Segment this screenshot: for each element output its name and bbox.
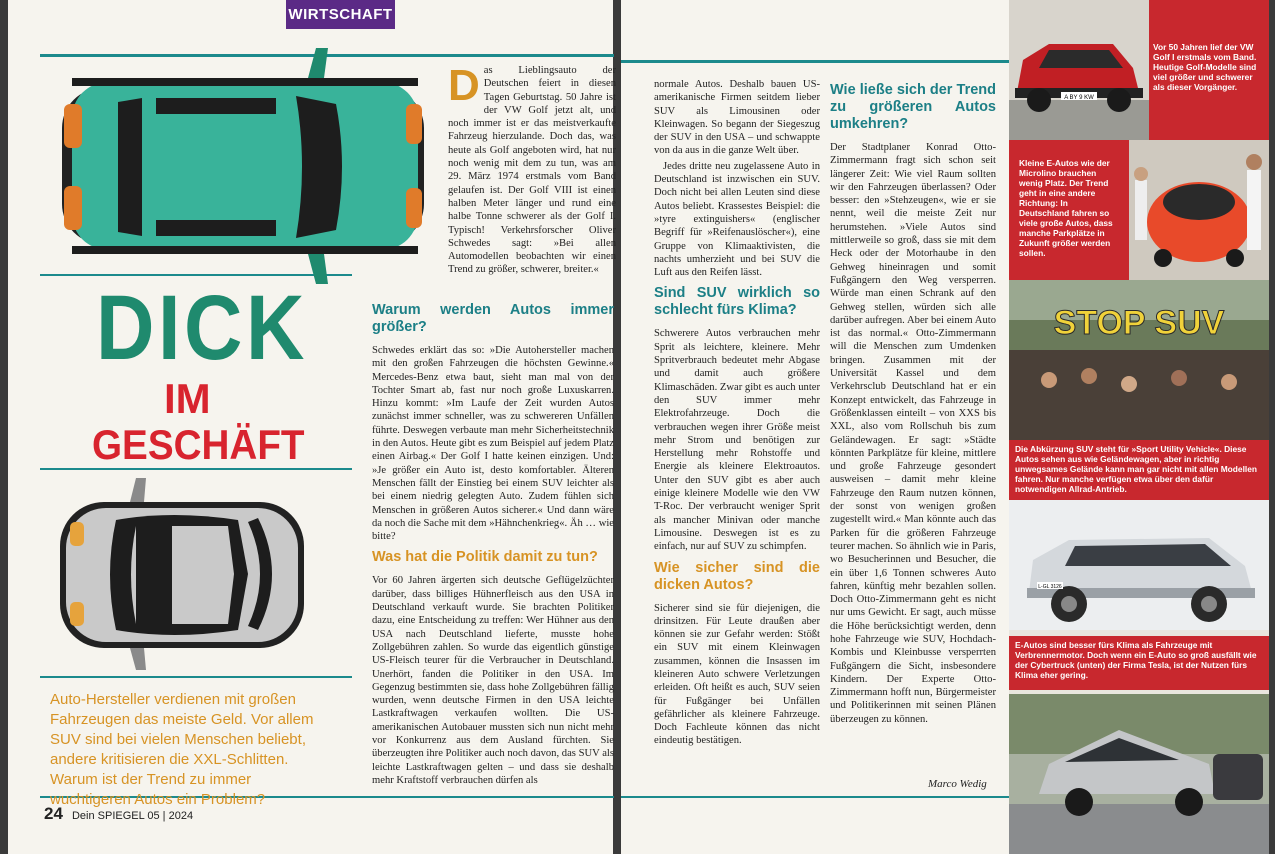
text-col3-p2: Jedes dritte neu zugelassene Auto in Deutschland ist inzwischen ein SUV. Doch nicht bei allen Leuten sind diese Autos beliebt. Krassestes Beispiel: die »tyre extinguishers« (englischer Begriff für »Reifenauslöscher«), eine Gruppe von Klimaaktivisten, die nachts umherzieht und bei SUV die Luft aus den Reifen lässt.	[654, 160, 820, 279]
article-column-3	[654, 78, 820, 794]
heading-trend: Wie ließe sich der Trend zu größeren Autos umkehren?	[830, 82, 996, 132]
article-column-4	[830, 76, 996, 776]
golf-plate: A BY 9 KW	[1064, 95, 1094, 101]
golf-car-image	[1009, 0, 1149, 140]
photo-strip	[1009, 0, 1269, 854]
protest-image	[1009, 280, 1269, 440]
page-number: 24	[44, 804, 63, 823]
article-column-2	[372, 296, 614, 796]
rule-geschaeft-bottom	[40, 468, 352, 470]
teal-car-illustration	[46, 42, 444, 292]
text-trend: Der Stadtplaner Konrad Otto-Zimmermann fragt sich schon seit längerer Zeit: Wie viel Raum sollten wir den Fahrzeugen überlassen? Oder besser: den »Stehzeugen«, wie er sie nennt, weil die meiste Zeit nur herumstehen. »Viele Autos sind mittlerweile so groß, dass sie mit dem Heck oder der Motorhaube in den Gehweg hineinragen und somit Fußgängern den Weg versperren. Würde man einen Schrank auf den Gehweg stellen, würden sich alle darüber aufregen. Aber bei einem Auto ist das normal.« Otto-Zimmermann will die Menschen zum Umdenken bringen. Zusammen mit der Universität Kassel und dem Verkehrsclub Deutschland hat er ein Konzept entwickelt, das Fahrzeuge in Größenklassen einteilt – von XXS bis XXL, also vom Rollschuh bis zum Geländewagen. Er sagt: »Städte könnten Parkplätze für kleine, mittlere und große Fahrzeuge gesondert ausweisen – damit mehr kleine Fahrzeuge den Raum nutzen können, der sonst von wenigen großen zugestellt wird.« Man könnte auch das Parken für die größeren Fahrzeuge teurer machen. So ähnlich wie in Paris, wo Besucherinnen und Besucher, die ein über 1,6 Tonnen schweres Auto fahren, künftig mehr bezahlen sollen. Doch Otto-Zimmermann geht es nicht nur ums Gewicht. Er sagt, auch müsse die Höhe berücksichtigt werden, denn hohe Fahrzeuge wie SUV, Hochdach-Kombis und Kleinbusse versperrten Fußgängern die Sicht, insbesondere Kindern. Der Experte Otto-Zimmermann hofft nun, Bürgermeister und Politikerinnen mit seinen Plänen überzeugen zu können.	[830, 142, 996, 725]
text-politik: Vor 60 Jahren ärgerten sich deutsche Geflügelzüchter darüber, dass billiges Hühnerfleisch aus den USA in Deutschland verkauft wurde. Sie brachten Politiker dazu, eine Entscheidung zu treffen: Wer Hühner aus den USA nach Deutschland lieferte, musste hohe Zollgebühren zahlen. So wurde das eigentlich günstige US-Fleisch teurer für die Verbraucher in Deutschland. Unerhört, fanden die Politiker in den USA. Im Gegenzug bestimmten sie, dass hohe Zollgebühren fällig wurden, wenn deutsche Firmen in den USA leichte Lastkraftwagen verkaufen wollten. Die US-amerikanischen Autobauer mussten sich nun nicht mehr vor Konkurrenz aus dem Ausland fürchten. Sie überzeugten ihre Politiker auch noch davon, das SUV als leichte Lastkraftwagen gelten – und dass sie deshalb mehr Kraftstoff verbrauchen dürfen als	[372, 575, 614, 786]
headline-geschaeft: GESCHÄFT	[92, 421, 305, 468]
protest-sign-text: STOP SUV	[1053, 304, 1225, 342]
suv-image	[1009, 500, 1269, 630]
magazine-issue: Dein SPIEGEL 05 | 2024	[71, 810, 194, 822]
text-sicher: Sicherer sind sie für diejenigen, die drinsitzen. Für Leute draußen aber können sie zur Gefahr werden: Stößt ein SUV mit einem Kleinwagen zusammen, können die Insassen im kleineren Auto schwere Verletzungen erleiden. Oft heißt es auch, SUV seien für Fußgänger bei Unfällen gefährlicher als kleinere Fahrzeuge. Doch Fachleute können das nicht eindeutig bestätigen.	[654, 602, 820, 747]
rule-lead-top	[40, 676, 352, 678]
heading-klima: Sind SUV wirklich so schlecht fürs Klima?	[654, 285, 820, 319]
photo-microlino	[1009, 140, 1269, 280]
intro-column	[448, 61, 616, 294]
caption-microlino: Kleine E-Autos wie der Microlino brauchen wenig Platz. Der Trend geht in eine andere Richtung: In Deutschland fahren so viele große Autos, dass manche Parkplätze in Zukunft größer werden sollen.	[1019, 158, 1113, 258]
heading-sicher: Wie sicher sind die dicken Autos?	[654, 559, 820, 593]
microlino-image	[1129, 140, 1269, 280]
caption-eauto: E-Autos sind besser fürs Klima als Fahrzeuge mit Verbrennermotor. Doch wenn ein E-Auto so groß ausfällt wie der Cybertruck (unten) der Firma Tesla, ist der Nutzen fürs Klima eher gering.	[1009, 636, 1269, 690]
top-rule-right	[621, 60, 1009, 63]
photo-vw-golf	[1009, 0, 1269, 140]
dropcap: D	[448, 61, 480, 110]
cybertruck-image	[1009, 694, 1269, 854]
suv-plate: L-GL 3126	[1038, 584, 1062, 590]
caption-suv: Die Abkürzung SUV steht für »Sport Utility Vehicle«. Diese Autos sehen aus wie Geländewagen, aber in richtig unwegsames Gelände kann man gar nicht mit allen Modellen fahren. Nur manche verfügen etwa über den dafür notwendigen Allrad-Antrieb.	[1009, 440, 1269, 500]
intro-text: as Lieblingsauto der Deutschen feiert in diesen Tagen Geburtstag. 50 Jahre ist der VW Golf jetzt alt, und noch immer ist er das meistverkaufte Fahrzeug hierzulande. Doch das, was heute als Golf angeboten wird, hat nur noch wenig mit dem zu tun, was am 29. März 1974 erstmals vom Band gelaufen ist. Der Golf VIII ist einen halben Meter länger und rund eine halbe Tonne schwerer als der Golf I. Typisch! Verkehrsforscher Oliver Schwedes sagt: »Bei allen Automodellen beobachten wir einen Trend zu größer, schwerer, breiter.«	[448, 65, 616, 276]
caption-golf: Vor 50 Jahren lief der VW Golf I erstmals vom Band. Heutige Golf-Modelle sind viel größer und schwerer als dieser Vorgänger.	[1153, 42, 1257, 92]
text-warum: Schwedes erklärt das so: »Die Autohersteller machen mit den großen Fahrzeugen die höchsten Gewinne.« Mercedes-Benz etwa baut, sieht man mal von der Tochter Smart ab, fast nur noch große Luxuskarren. Hinzu kommt: »Im Laufe der Zeit wurden Autos zunächst immer schneller, was zu schwereren Unfällen führte. Deswegen verbaute man mehr Sicherheitstechnik in den Autos. Heute gibt es zum Beispiel auf jedem Platz einen Airbag.« Der Golf I hatte keinen einzigen. Und: »Je größer ein Auto ist, desto komfortabler. Älteren Menschen fällt der Einstieg bei einem SUV leichter als bei einem niedrig gelegten Auto. Zudem fühlen sich Menschen in größeren Autos sicherer.« Und dann wäre da noch die Sache mit dem »Hähnchenkrieg«. Äh … wie bitte?	[372, 345, 614, 543]
grey-car-illustration	[52, 474, 310, 674]
photo-protest	[1009, 280, 1269, 494]
lead-paragraph: Auto-Hersteller verdienen mit großen Fahrzeugen das meiste Geld. Vor allem SUV sind bei vielen Menschen beliebt, andere kritisieren die XXL-Schlitten. Warum ist der Trend zu immer wuchtigeren Autos ein Problem?	[50, 691, 314, 808]
photo-cybertruck	[1009, 694, 1269, 854]
headline-dick: DICK	[96, 277, 308, 379]
photo-mercedes-suv	[1009, 500, 1269, 630]
text-klima: Schwerere Autos verbrauchen mehr Sprit als leichtere, kleinere. Mehr Spritverbrauch bedeutet mehr Abgase und damit auch größere Klimaschäden. Zwar gibt es auch unter den SUV immer mehr Elektrofahrzeuge. Doch die verbrauchen wegen ihrer Größe meist mehr Strom und benötigen zur Herstellung mehr Rohstoffe und Energie als kleinere Elektroautos. Unter den SUV gibt es aber auch einige kleinere Modelle wie den VW T-Roc. Der verbraucht weniger Sprit als mancher Minivan oder manche Limousine. Deswegen ist es zu einfach, nur auf SUV zu schimpfen.	[654, 328, 820, 553]
headline-im: IM	[164, 375, 211, 422]
heading-warum: Warum werden Autos immer größer?	[372, 302, 614, 335]
section-label: WIRTSCHAFT	[286, 0, 395, 29]
author-byline: Marco Wedig	[928, 778, 987, 790]
page-footer	[44, 804, 193, 824]
text-col3-p1: normale Autos. Deshalb bauen US-amerikanische Firmen seitdem lieber SUV als Limousinen oder Kleinwagen. So begann der Siegeszug der SUV in den USA – und schwappte von da aus in die ganze Welt über.	[654, 79, 820, 157]
heading-politik: Was hat die Politik damit zu tun?	[372, 549, 598, 566]
bottom-rule-right	[621, 796, 1009, 798]
